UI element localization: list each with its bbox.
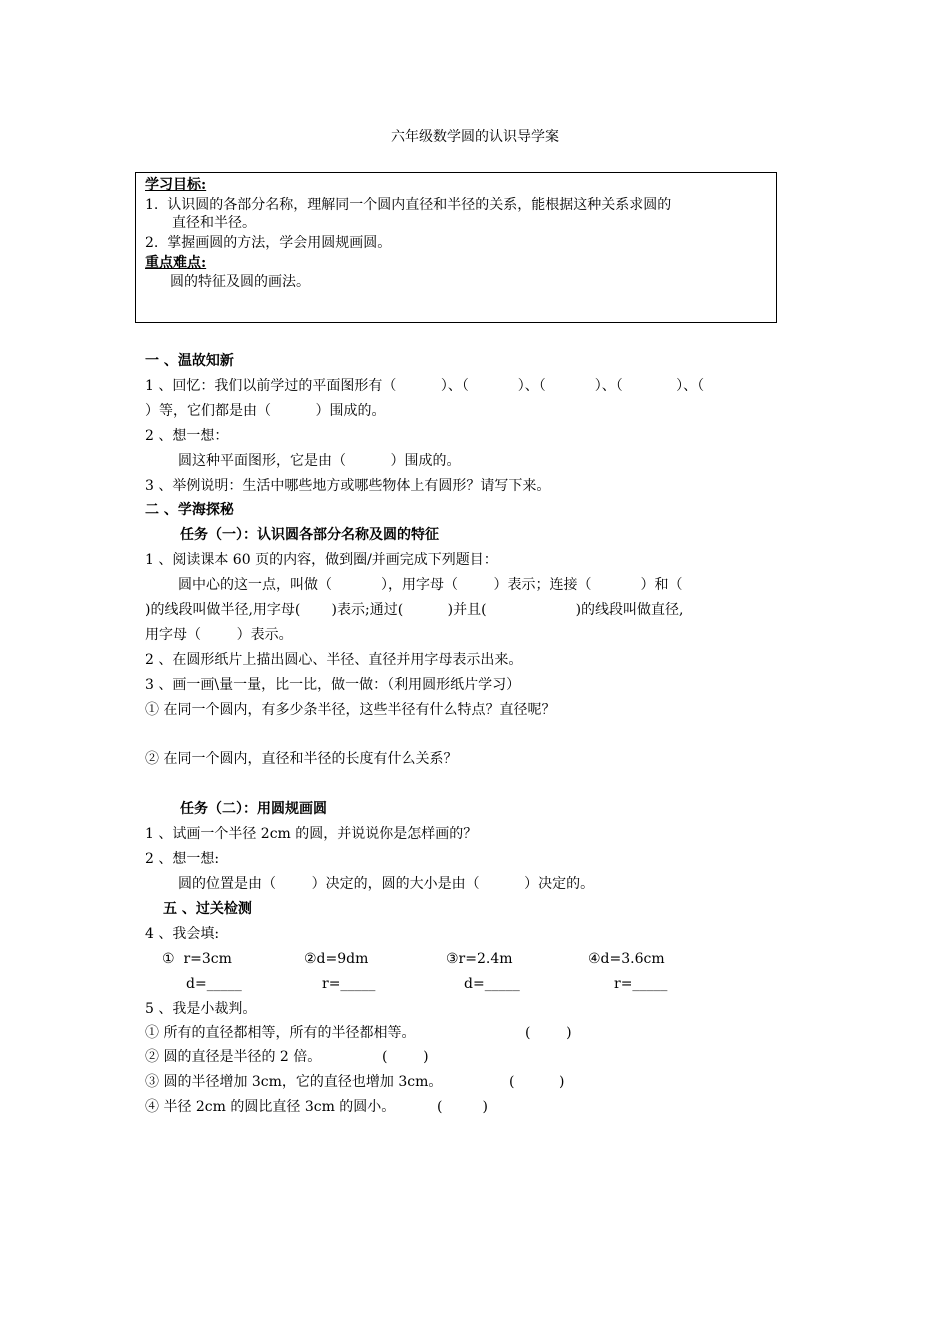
judge-2: ② 圆的直径是半径的 2 倍。 bbox=[145, 1049, 322, 1065]
judge-2-paren: ( ) bbox=[382, 1049, 429, 1065]
section-1-heading: 一 、温故知新 bbox=[145, 353, 234, 369]
task2-q2: 2 、想一想: bbox=[145, 851, 220, 867]
fill-1: ① r=3cm bbox=[162, 951, 232, 967]
task1-q1-line-3: 用字母（ ）表示。 bbox=[145, 627, 293, 643]
q3: 3 、举例说明：生活中哪些地方或哪些物体上有圆形？请写下来。 bbox=[145, 478, 551, 494]
answer-2: r=_____ bbox=[322, 976, 376, 992]
q2-heading: 2 、想一想： bbox=[145, 428, 229, 444]
answer-1: d=_____ bbox=[186, 976, 242, 992]
q1-line-1: 1 、回忆：我们以前学过的平面图形有（ ）、（ ）、（ ）、（ ）、（ bbox=[145, 378, 705, 394]
q4: 4 、我会填: bbox=[145, 926, 220, 942]
task2-q2-text: 圆的位置是由（ ）决定的，圆的大小是由（ ）决定的。 bbox=[178, 876, 595, 892]
key-heading: 重点难点: bbox=[145, 255, 207, 271]
task1-q3a: ① 在同一个圆内，有多少条半径，这些半径有什么特点？直径呢？ bbox=[145, 702, 556, 718]
goal-2: 2. 掌握画圆的方法，学会用圆规画圆。 bbox=[145, 235, 392, 251]
fill-2: ②d=9dm bbox=[304, 951, 369, 967]
section-5-heading: 五 、过关检测 bbox=[163, 901, 252, 917]
judge-3: ③ 圆的半径增加 3cm，它的直径也增加 3cm。 bbox=[145, 1074, 443, 1090]
task1-q3: 3 、画一画\量一量，比一比，做一做：（利用圆形纸片学习） bbox=[145, 677, 521, 693]
q1-line-2: ）等，它们都是由（ ）围成的。 bbox=[145, 403, 386, 419]
judge-1-paren: ( ) bbox=[525, 1025, 572, 1041]
answer-3: d=_____ bbox=[464, 976, 520, 992]
key-text: 圆的特征及圆的画法。 bbox=[170, 274, 310, 290]
q5: 5 、我是小裁判。 bbox=[145, 1001, 257, 1017]
section-2-heading: 二 、学海探秘 bbox=[145, 502, 234, 518]
answer-4: r=_____ bbox=[614, 976, 668, 992]
task-1-heading: 任务（一）：认识圆各部分名称及圆的特征 bbox=[180, 527, 439, 543]
judge-3-paren: ( ) bbox=[509, 1074, 565, 1090]
task2-q1: 1 、试画一个半径 2cm 的圆，并说说你是怎样画的？ bbox=[145, 826, 478, 842]
page-title: 六年级数学圆的认识导学案 bbox=[391, 129, 559, 145]
task1-q2: 2 、在圆形纸片上描出圆心、半径、直径并用字母表示出来。 bbox=[145, 652, 523, 668]
judge-1: ① 所有的直径都相等，所有的半径都相等。 bbox=[145, 1025, 416, 1041]
task1-q1: 1 、阅读课本 60 页的内容，做到圈/并画完成下列题目： bbox=[145, 552, 498, 568]
fill-3: ③r=2.4m bbox=[446, 951, 513, 967]
goal-1-line-2: 直径和半径。 bbox=[172, 215, 256, 231]
judge-4: ④ 半径 2cm 的圆比直径 3cm 的圆小。 bbox=[145, 1099, 396, 1115]
q2-text: 圆这种平面图形，它是由（ ）围成的。 bbox=[178, 453, 461, 469]
judge-4-paren: ( ) bbox=[437, 1099, 488, 1115]
task-2-heading: 任务（二）：用圆规画圆 bbox=[180, 801, 327, 817]
goal-1-line-1: 1. 认识圆的各部分名称，理解同一个圆内直径和半径的关系，能根据这种关系求圆的 bbox=[145, 197, 672, 213]
goals-heading: 学习目标: bbox=[145, 177, 207, 193]
task1-q1-line-2: )的线段叫做半径,用字母( )表示;通过( )并且( )的线段叫做直径, bbox=[145, 602, 684, 618]
task1-q3b: ② 在同一个圆内，直径和半径的长度有什么关系？ bbox=[145, 751, 458, 767]
task1-q1-line-1: 圆中心的这一点，叫做（ ），用字母（ ）表示；连接（ ）和（ bbox=[178, 577, 683, 593]
fill-4: ④d=3.6cm bbox=[588, 951, 665, 967]
